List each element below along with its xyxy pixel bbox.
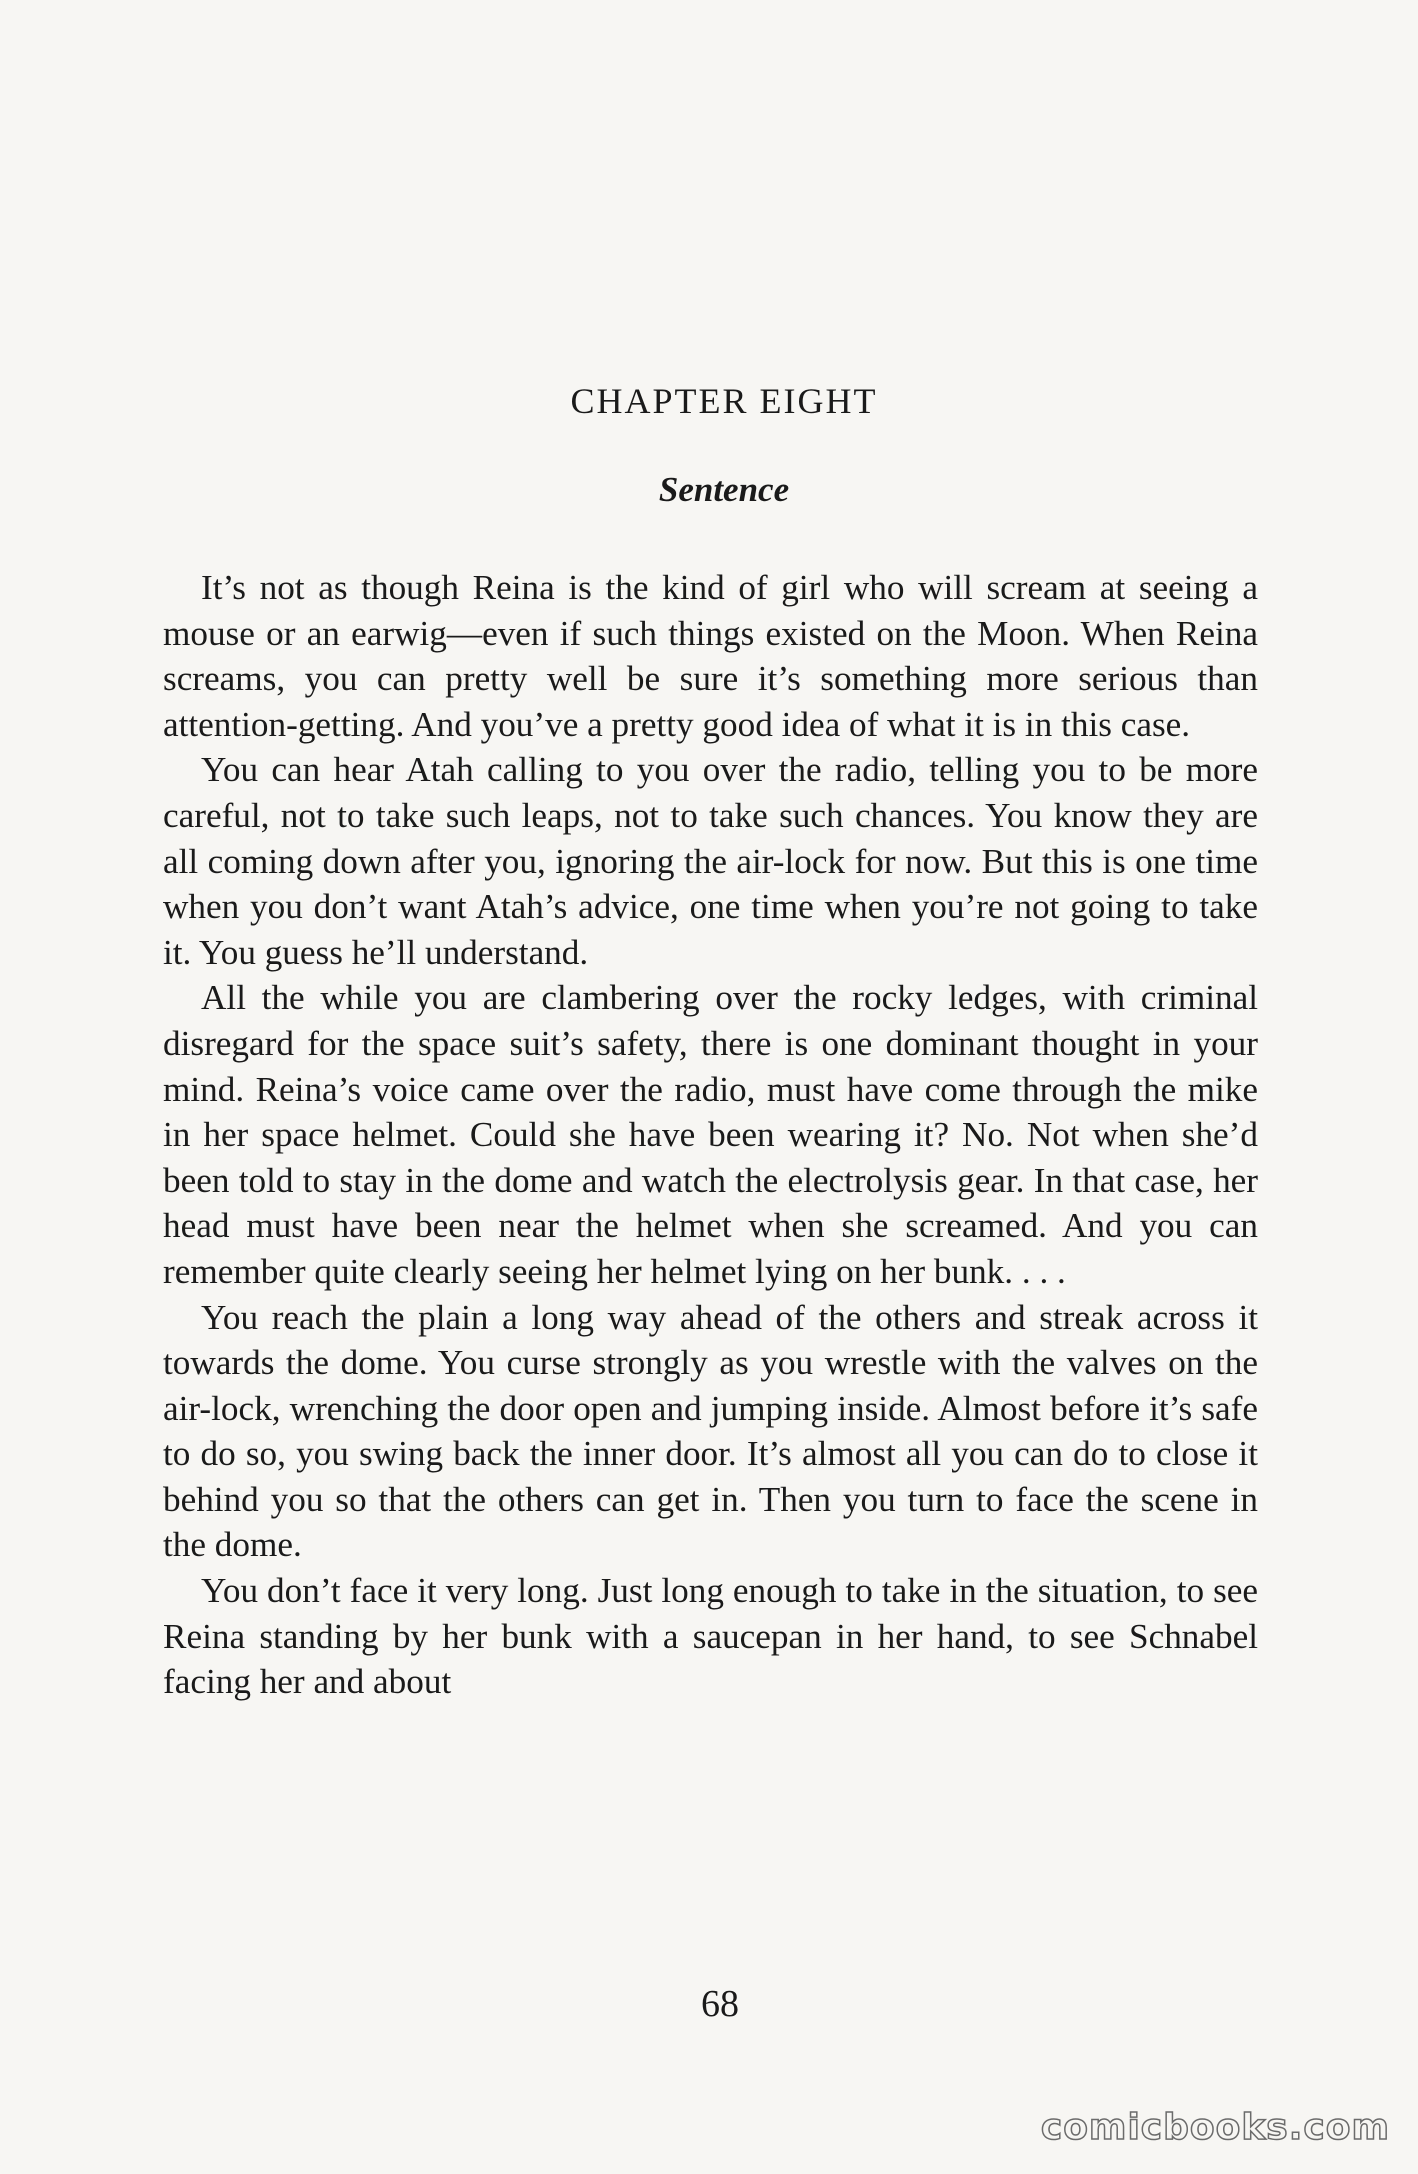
paragraph: You reach the plain a long way ahead of the others and streak across it towards the dome. You curse strongly as you wrestle with the valves on the air-lock, wrenching the door open and jumping inside. Almost before it’s safe to do so, you swing back the inner door. It’s almost all you can do to close it behind you so that the others can get in. Then you turn to face the scene in the dome. bbox=[163, 1297, 1258, 1565]
body-text bbox=[163, 565, 1258, 1705]
page-number: 68 bbox=[701, 1983, 739, 2025]
chapter-title: CHAPTER EIGHT bbox=[570, 381, 878, 421]
watermark-logo: comicbooks.com bbox=[1040, 2107, 1390, 2148]
paragraph: You can hear Atah calling to you over the radio, telling you to be more careful, not to take such leaps, not to take such chances. You know they are all coming down after you, ignoring the air-lock for now. But this is one time when you don’t want Atah’s advice, one time when you’re not going to take it. You guess he’ll understand. bbox=[163, 750, 1258, 972]
paragraph: It’s not as though Reina is the kind of girl who will scream at seeing a mouse or an earwig—even if such things existed on the Moon. When Reina screams, you can pretty well be sure it’s something more serious than attention-getting. And you’ve a pretty good idea of what it is in this case. bbox=[163, 568, 1258, 744]
paragraph: You don’t face it very long. Just long enough to take in the situation, to see Reina standing by her bunk with a saucepan in her hand, to see Schnabel facing her and about bbox=[163, 1571, 1258, 1702]
paragraph: All the while you are clambering over the rocky ledges, with criminal disregard for the space suit’s safety, there is one dominant thought in your mind. Reina’s voice came over the radio, must have come through the mike in her space helmet. Could she have been wearing it? No. Not when she’d been told to stay in the dome and watch the electrolysis gear. In that case, her head must have been near the helmet when she screamed. And you can remember quite clearly seeing her helmet lying on her bunk. . . . bbox=[163, 978, 1258, 1291]
chapter-subtitle: Sentence bbox=[658, 470, 790, 509]
